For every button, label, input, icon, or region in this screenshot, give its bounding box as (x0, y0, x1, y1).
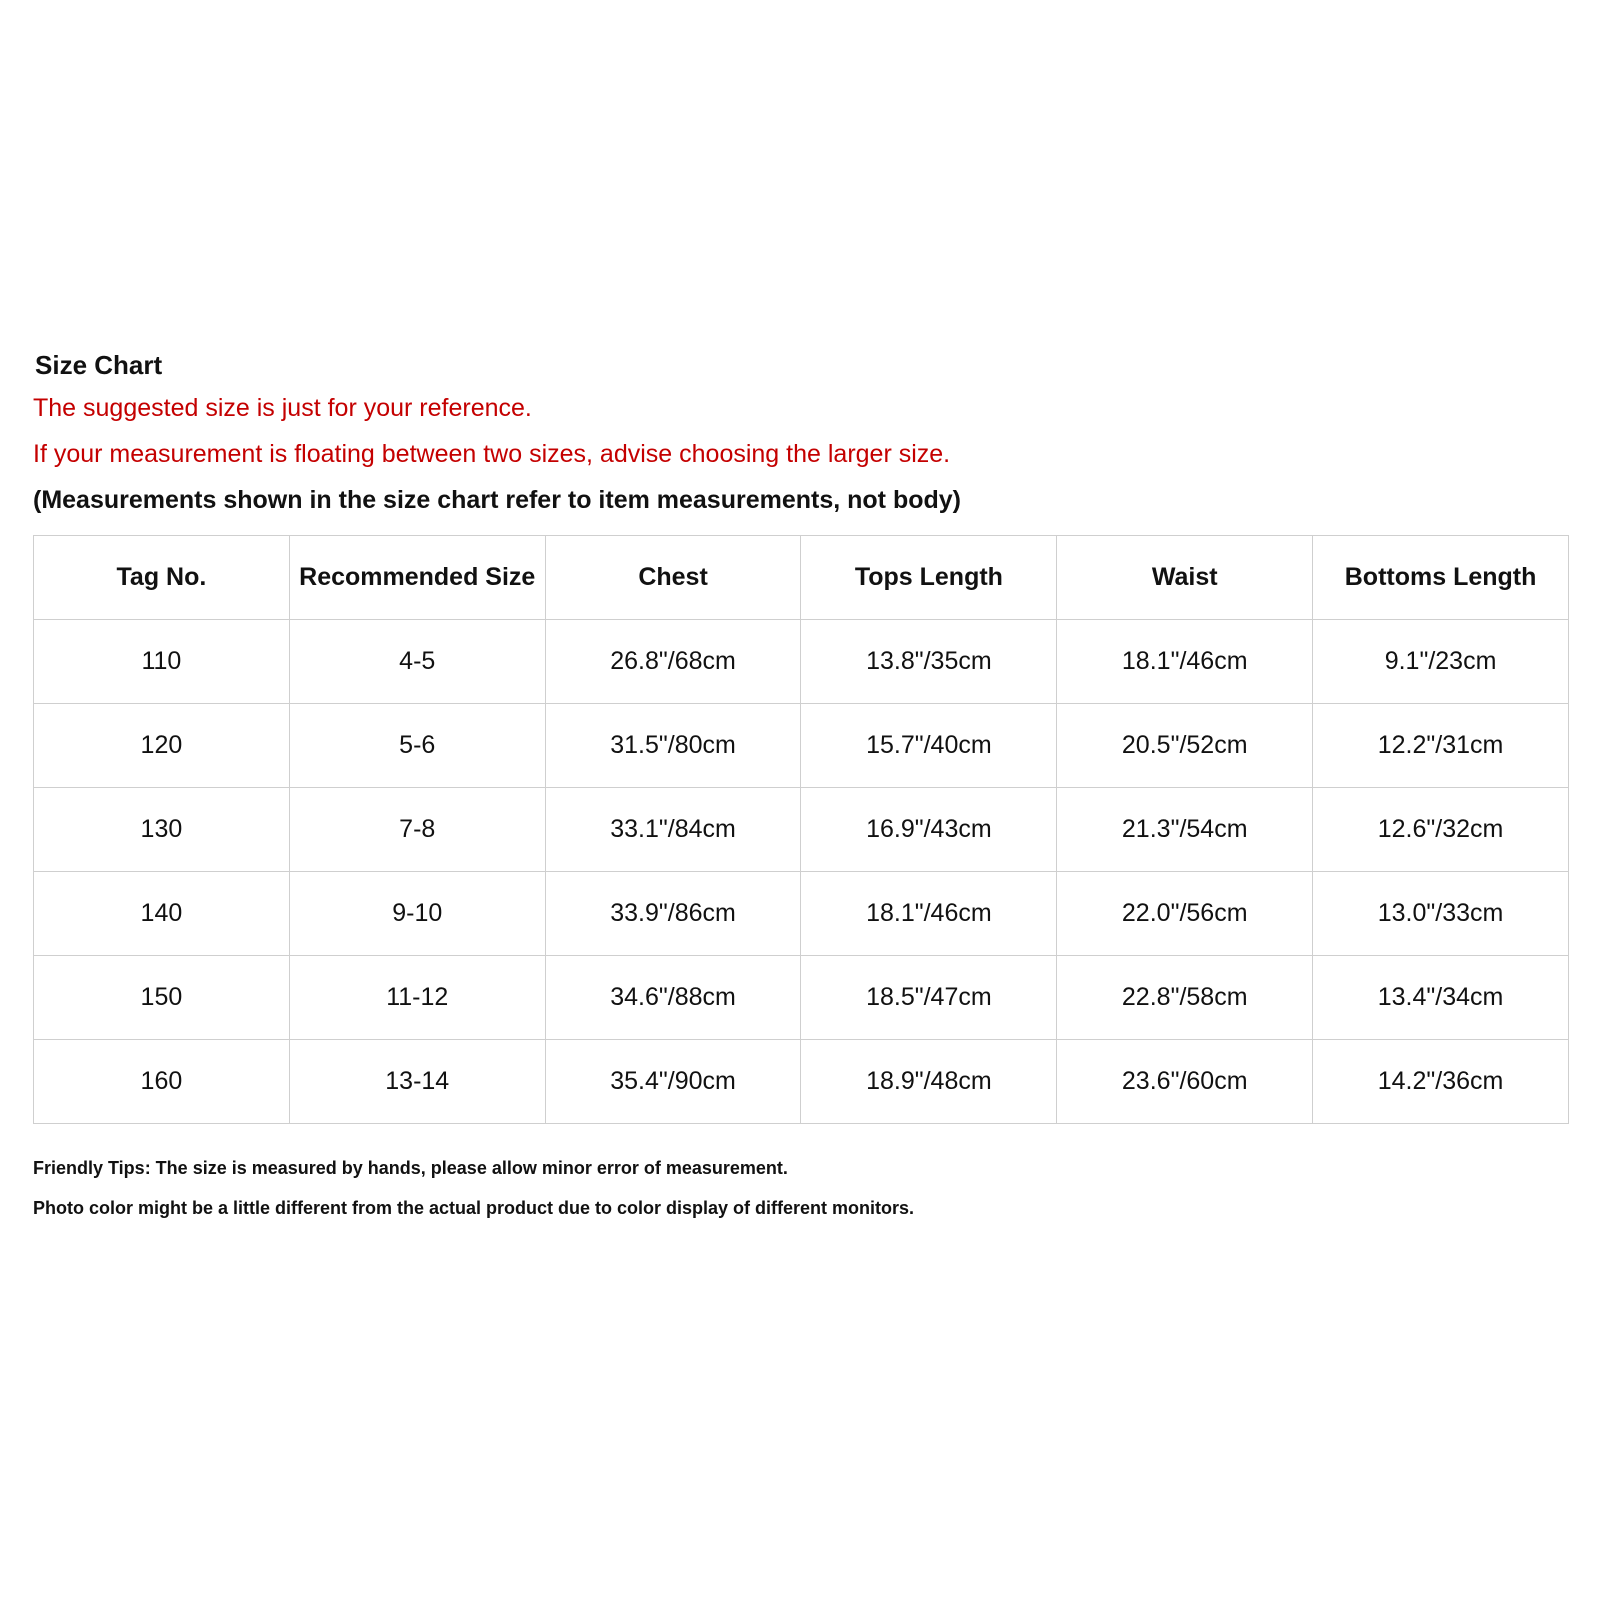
chest-cell: 33.9"/86cm (545, 872, 801, 956)
table-row (34, 788, 1569, 872)
recommended-size-cell: 13-14 (289, 1040, 545, 1124)
table-header-row (34, 536, 1569, 620)
column-header-bottoms-length: Bottoms Length (1313, 536, 1569, 620)
recommended-size-cell: 9-10 (289, 872, 545, 956)
tag-no-cell: 110 (34, 620, 290, 704)
chest-cell: 33.1"/84cm (545, 788, 801, 872)
table-row (34, 956, 1569, 1040)
waist-cell: 18.1"/46cm (1057, 620, 1313, 704)
recommended-size-cell: 5-6 (289, 704, 545, 788)
tops-length-cell: 16.9"/43cm (801, 788, 1057, 872)
tops-length-cell: 13.8"/35cm (801, 620, 1057, 704)
table-row (34, 872, 1569, 956)
tag-no-cell: 120 (34, 704, 290, 788)
column-header-recommended-size: Recommended Size (289, 536, 545, 620)
measurement-disclaimer: (Measurements shown in the size chart refer to item measurements, not body) (33, 486, 961, 514)
color-tip: Photo color might be a little different from the actual product due to color display of different monitors. (33, 1198, 915, 1218)
page-title: Size Chart (35, 350, 163, 380)
column-header-tops-length: Tops Length (801, 536, 1057, 620)
recommended-size-cell: 7-8 (289, 788, 545, 872)
size-table (33, 535, 1569, 1124)
tops-length-cell: 15.7"/40cm (801, 704, 1057, 788)
chest-cell: 31.5"/80cm (545, 704, 801, 788)
chest-cell: 35.4"/90cm (545, 1040, 801, 1124)
waist-cell: 21.3"/54cm (1057, 788, 1313, 872)
table-row (34, 620, 1569, 704)
measurement-tip: Friendly Tips: The size is measured by hands, please allow minor error of measurement. (33, 1158, 788, 1178)
recommended-size-cell: 4-5 (289, 620, 545, 704)
table-row (34, 704, 1569, 788)
tag-no-cell: 150 (34, 956, 290, 1040)
waist-cell: 23.6"/60cm (1057, 1040, 1313, 1124)
tops-length-cell: 18.5"/47cm (801, 956, 1057, 1040)
table-row (34, 1040, 1569, 1124)
waist-cell: 20.5"/52cm (1057, 704, 1313, 788)
bottoms-length-cell: 12.2"/31cm (1313, 704, 1569, 788)
waist-cell: 22.0"/56cm (1057, 872, 1313, 956)
chest-cell: 26.8"/68cm (545, 620, 801, 704)
column-header-tag-no: Tag No. (34, 536, 290, 620)
bottoms-length-cell: 13.4"/34cm (1313, 956, 1569, 1040)
bottoms-length-cell: 14.2"/36cm (1313, 1040, 1569, 1124)
reference-note: The suggested size is just for your reference. (33, 394, 532, 422)
tag-no-cell: 140 (34, 872, 290, 956)
waist-cell: 22.8"/58cm (1057, 956, 1313, 1040)
tops-length-cell: 18.1"/46cm (801, 872, 1057, 956)
bottoms-length-cell: 9.1"/23cm (1313, 620, 1569, 704)
larger-size-advice: If your measurement is floating between two sizes, advise choosing the larger size. (33, 440, 951, 468)
tag-no-cell: 130 (34, 788, 290, 872)
recommended-size-cell: 11-12 (289, 956, 545, 1040)
column-header-waist: Waist (1057, 536, 1313, 620)
column-header-chest: Chest (545, 536, 801, 620)
chest-cell: 34.6"/88cm (545, 956, 801, 1040)
tag-no-cell: 160 (34, 1040, 290, 1124)
bottoms-length-cell: 12.6"/32cm (1313, 788, 1569, 872)
bottoms-length-cell: 13.0"/33cm (1313, 872, 1569, 956)
footer-tips (33, 1148, 1569, 1228)
tops-length-cell: 18.9"/48cm (801, 1040, 1057, 1124)
size-chart-sheet (33, 345, 1569, 1228)
